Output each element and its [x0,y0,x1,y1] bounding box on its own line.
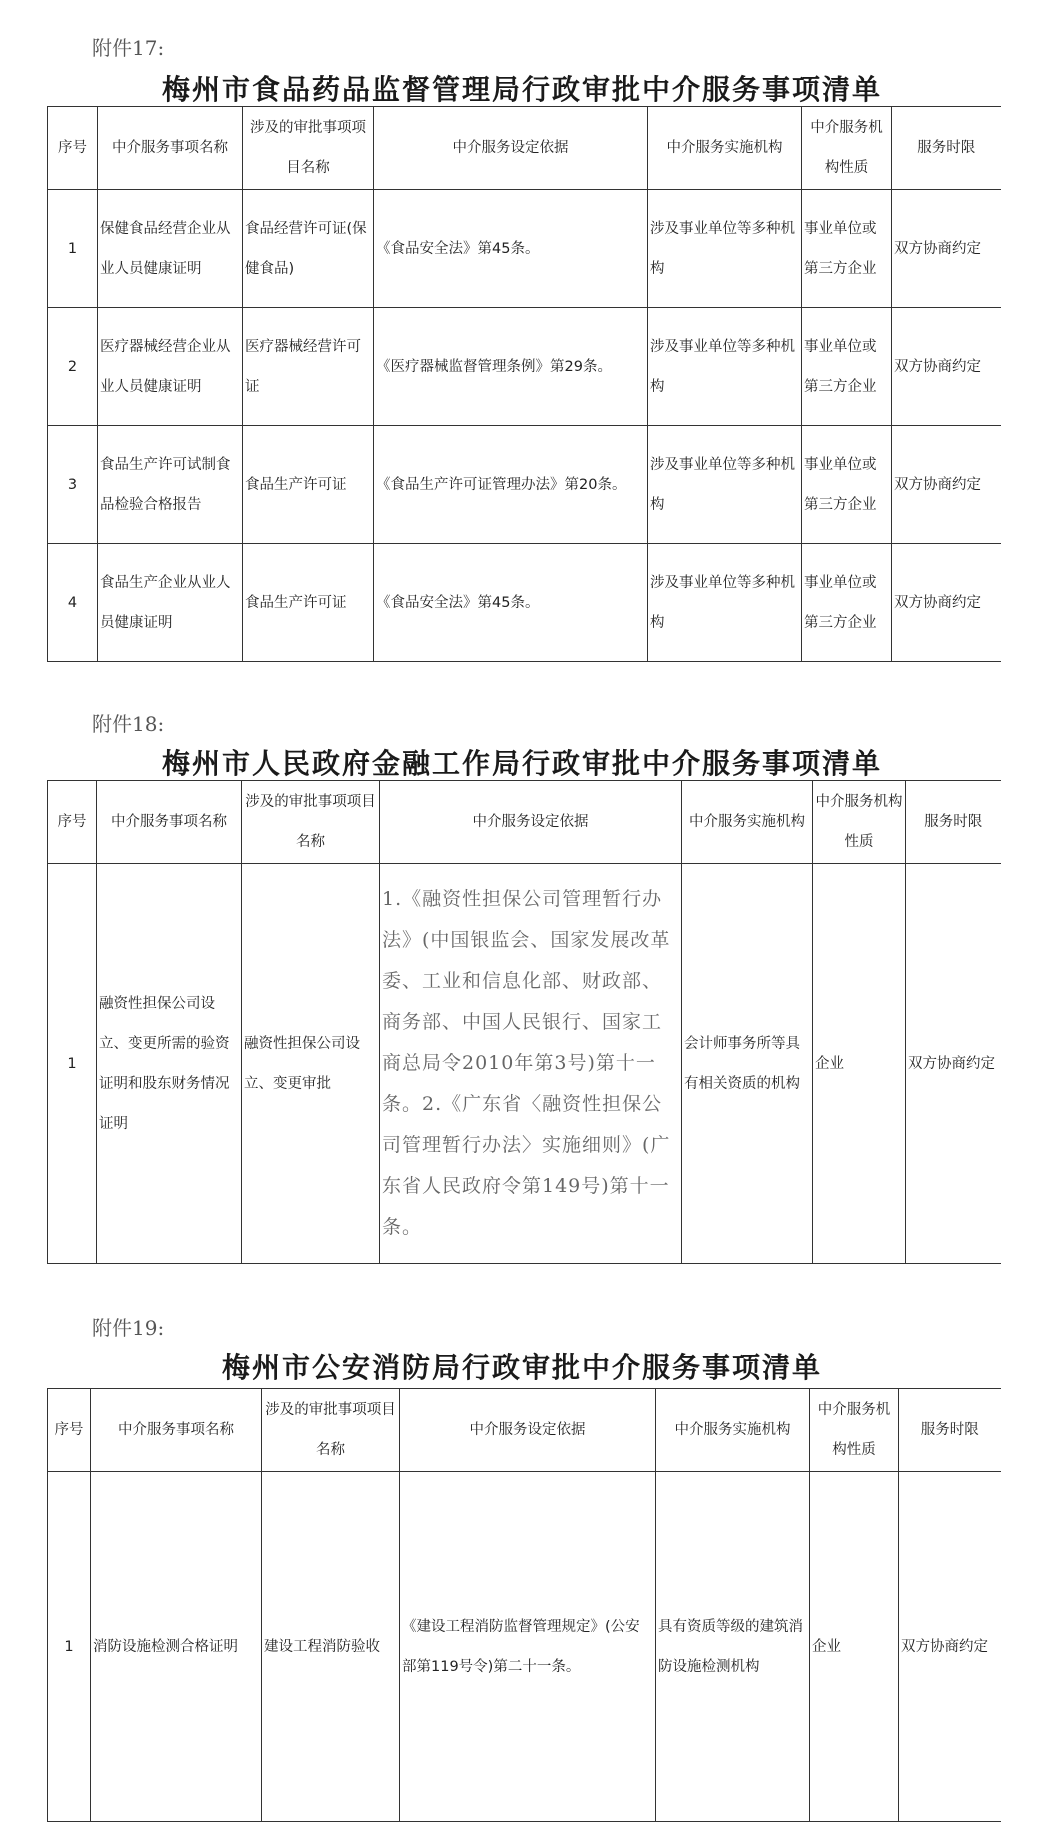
table-cell: 双方协商约定 [892,426,1001,544]
header-cell: 中介服务事项名称 [97,781,242,864]
header-cell: 中介服务实施机构 [656,1389,810,1472]
table-cell: 涉及事业单位等多种机构 [648,426,802,544]
table-cell: 事业单位或第三方企业 [802,308,892,426]
table-cell: 融资性担保公司设立、变更审批 [242,864,380,1264]
table-cell: 事业单位或第三方企业 [802,544,892,662]
table-cell: 食品生产企业从业人员健康证明 [98,544,243,662]
header-cell: 涉及的审批事项项目名称 [242,781,380,864]
table-cell: 双方协商约定 [892,308,1001,426]
table-cell: 《食品生产许可证管理办法》第20条。 [374,426,648,544]
table-cell: 涉及事业单位等多种机构 [648,190,802,308]
header-cell: 中介服务机构性质 [810,1389,899,1472]
table-cell: 医疗器械经营企业从业人员健康证明 [98,308,243,426]
section-title-18: 梅州市人民政府金融工作局行政审批中介服务事项清单 [161,747,882,780]
header-cell: 中介服务机构性质 [802,107,892,190]
table-cell: 食品经营许可证(保健食品) [243,190,374,308]
table-cell: 4 [48,544,98,662]
table-cell: 具有资质等级的建筑消防设施检测机构 [656,1472,810,1822]
table-18 [47,780,1001,1264]
table-cell: 双方协商约定 [906,864,1001,1264]
table-cell: 双方协商约定 [892,544,1001,662]
table-cell: 《医疗器械监督管理条例》第29条。 [374,308,648,426]
table-cell: 1 [48,864,97,1264]
section-title-19: 梅州市公安消防局行政审批中介服务事项清单 [221,1351,822,1384]
table-cell: 1 [48,190,98,308]
table-section-17 [47,106,1001,662]
table-row [48,426,1001,544]
table-cell: 《食品安全法》第45条。 [374,544,648,662]
table-row [48,190,1001,308]
table-cell: 1.《融资性担保公司管理暂行办法》(中国银监会、国家发展改革委、工业和信息化部、财政部、商务部、中国人民银行、国家工商总局令2010年第3号)第十一条。2.《广东省〈融资性担保公司管理暂行办法〉实施细则》(广东省人民政府令第149号)第十一条。 [380,864,682,1264]
header-cell: 涉及的审批事项项目名称 [262,1389,400,1472]
header-cell: 服务时限 [899,1389,1001,1472]
table-header-row [48,1389,1001,1472]
table-cell: 双方协商约定 [892,190,1001,308]
header-cell: 序号 [48,1389,91,1472]
table-row [48,1472,1001,1822]
table-row [48,864,1001,1264]
table-cell: 涉及事业单位等多种机构 [648,544,802,662]
table-cell: 保健食品经营企业从业人员健康证明 [98,190,243,308]
table-cell: 医疗器械经营许可证 [243,308,374,426]
section-title-17: 梅州市食品药品监督管理局行政审批中介服务事项清单 [161,73,882,106]
table-cell: 消防设施检测合格证明 [91,1472,262,1822]
table-cell: 3 [48,426,98,544]
table-cell: 事业单位或第三方企业 [802,426,892,544]
header-cell: 中介服务事项名称 [91,1389,262,1472]
header-cell: 中介服务实施机构 [648,107,802,190]
header-cell: 中介服务设定依据 [400,1389,656,1472]
table-cell: 融资性担保公司设立、变更所需的验资证明和股东财务情况证明 [97,864,242,1264]
attachment-label-19: 附件19: [92,1316,165,1340]
table-cell: 会计师事务所等具有相关资质的机构 [682,864,813,1264]
table-cell: 建设工程消防验收 [262,1472,400,1822]
attachment-label-17: 附件17: [92,36,165,60]
table-cell: 《建设工程消防监督管理规定》(公安部第119号令)第二十一条。 [400,1472,656,1822]
header-cell: 中介服务事项名称 [98,107,243,190]
table-cell: 双方协商约定 [899,1472,1001,1822]
header-cell: 中介服务机构性质 [813,781,906,864]
table-cell: 食品生产许可试制食品检验合格报告 [98,426,243,544]
table-row [48,544,1001,662]
table-cell: 事业单位或第三方企业 [802,190,892,308]
header-cell: 涉及的审批事项项目名称 [243,107,374,190]
table-cell: 《食品安全法》第45条。 [374,190,648,308]
header-cell: 中介服务设定依据 [380,781,682,864]
header-cell: 中介服务实施机构 [682,781,813,864]
header-cell: 服务时限 [892,107,1001,190]
table-cell: 2 [48,308,98,426]
table-section-18 [47,780,1001,1264]
table-cell: 企业 [813,864,906,1264]
table-section-19 [47,1388,1001,1822]
table-19 [47,1388,1001,1822]
table-cell: 食品生产许可证 [243,544,374,662]
attachment-label-18: 附件18: [92,712,165,736]
header-cell: 序号 [48,107,98,190]
header-cell: 序号 [48,781,97,864]
header-cell: 中介服务设定依据 [374,107,648,190]
table-header-row [48,781,1001,864]
table-17 [47,106,1001,662]
table-cell: 企业 [810,1472,899,1822]
table-header-row [48,107,1001,190]
table-cell: 涉及事业单位等多种机构 [648,308,802,426]
header-cell: 服务时限 [906,781,1001,864]
table-cell: 1 [48,1472,91,1822]
table-cell: 食品生产许可证 [243,426,374,544]
table-row [48,308,1001,426]
